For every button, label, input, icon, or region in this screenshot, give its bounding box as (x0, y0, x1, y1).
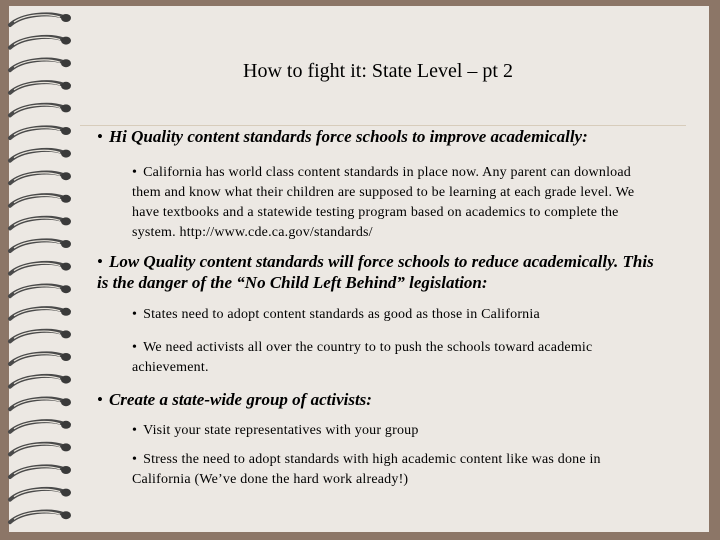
bullet-2-text: Low Quality content standards will force schools to reduce academically. This is the danger of the “No Child Left Behind” legislation: (97, 252, 654, 292)
spiral-hole (61, 104, 71, 112)
bullet-2-sub-1-text: States need to adopt content standards as good as those in California (143, 307, 540, 322)
bullet-3-sub-2 (132, 450, 662, 490)
spiral-hole (61, 511, 71, 519)
spiral-hole (61, 421, 71, 429)
sub-bullet-marker: • (132, 423, 138, 438)
spiral-hole (61, 353, 71, 361)
spiral-hole (61, 330, 71, 338)
bullet-3 (97, 389, 667, 410)
bullet-1-sub-1 (132, 163, 662, 243)
spiral-hole (61, 398, 71, 406)
bullet-2-sub-2 (132, 338, 662, 378)
bullet-marker: • (97, 390, 103, 409)
bullet-2 (97, 251, 667, 293)
spiral-hole (61, 308, 71, 316)
bullet-1 (97, 126, 667, 147)
bullet-2-sub-2-text: We need activists all over the country to to push the schools toward academic achievement. (132, 340, 593, 375)
spiral-hole (61, 263, 71, 271)
bullet-3-sub-1 (132, 421, 662, 441)
bullet-3-text: Create a state-wide group of activists: (108, 390, 372, 409)
spiral-hole (61, 150, 71, 158)
spiral-hole (61, 14, 71, 22)
spiral-hole (61, 489, 71, 497)
bullet-1-sub-1-text: California has world class content standards in place now. Any parent can download them and know what their children are supposed to be learning at each grade level. We have textbooks and a statewide testing program based on academics to complete the system. http://www.cde.ca.gov/standards/ (132, 165, 635, 240)
bullet-3-sub-2-text: Stress the need to adopt standards with high academic content like was done in California (We’ve done the hard work already!) (132, 452, 601, 487)
bullet-marker: • (97, 127, 103, 146)
sub-bullet-marker: • (132, 340, 138, 355)
sub-bullet-marker: • (132, 452, 138, 467)
sub-bullet-marker: • (132, 165, 138, 180)
spiral-hole (61, 217, 71, 225)
bullet-1-text: Hi Quality content standards force schools to improve academically: (108, 127, 588, 146)
slide-title: How to fight it: State Level – pt 2 (243, 60, 513, 82)
spiral-hole (61, 59, 71, 67)
spiral-hole (61, 443, 71, 451)
spiral-hole (61, 466, 71, 474)
bullet-2-sub-1 (132, 305, 662, 325)
spiral-binding (0, 0, 80, 540)
spiral-hole (61, 127, 71, 135)
spiral-hole (61, 37, 71, 45)
spiral-hole (61, 82, 71, 90)
bullet-3-sub-1-text: Visit your state representatives with your group (143, 423, 419, 438)
spiral-hole (61, 376, 71, 384)
bullet-marker: • (97, 252, 103, 271)
spiral-hole (61, 240, 71, 248)
spiral-hole (61, 195, 71, 203)
sub-bullet-marker: • (132, 307, 138, 322)
spiral-hole (61, 285, 71, 293)
spiral-hole (61, 172, 71, 180)
